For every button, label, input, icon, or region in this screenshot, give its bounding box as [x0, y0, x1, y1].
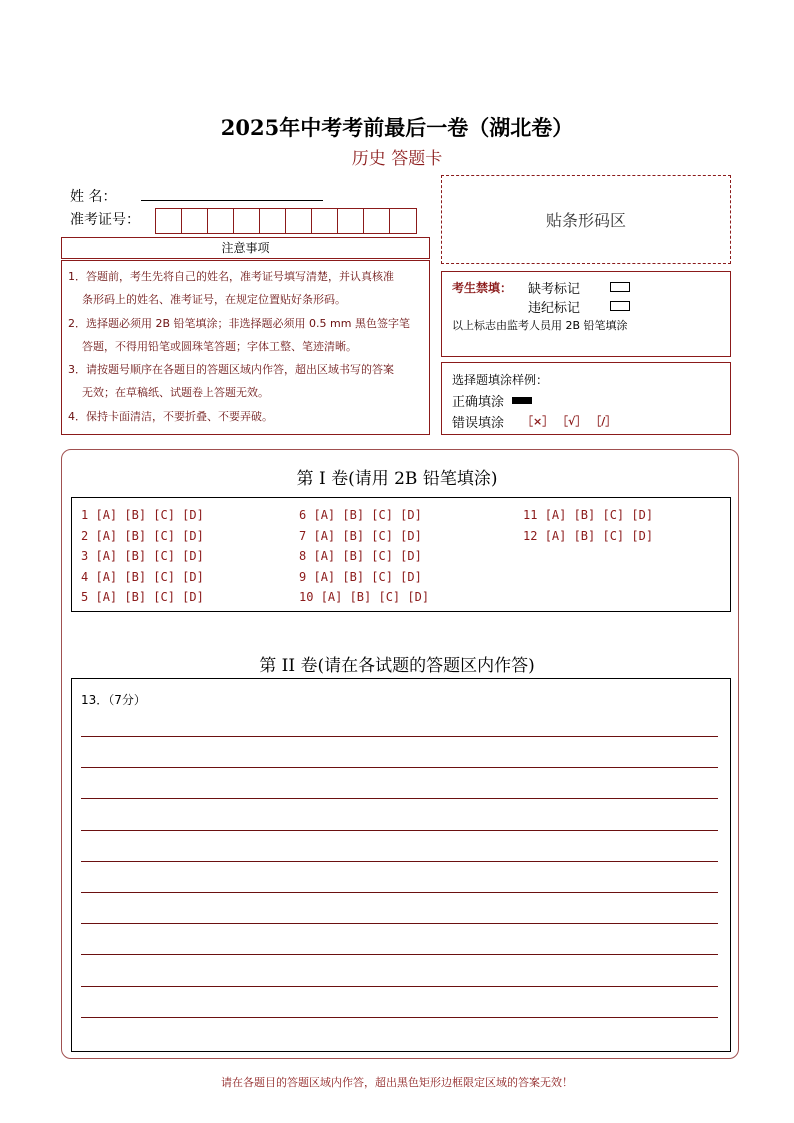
choice-question-grid [71, 497, 731, 612]
id-digit-box[interactable] [312, 209, 338, 233]
question-number: 12 [523, 528, 538, 543]
choice-question-5[interactable] [81, 590, 204, 604]
id-number-boxes[interactable] [155, 208, 417, 234]
notice-item: 无效；在草稿纸、试题卷上答题无效。 [82, 386, 269, 400]
question-number: 7 [299, 528, 307, 543]
question-number: 10 [299, 590, 314, 604]
notice-box [61, 260, 430, 435]
answer-line[interactable] [81, 1017, 718, 1018]
answer-options[interactable]: [A] [B] [C] [D] [320, 590, 430, 604]
id-digit-box[interactable] [338, 209, 364, 233]
answer-line[interactable] [81, 830, 718, 831]
id-digit-box[interactable] [156, 209, 182, 233]
answer-line[interactable] [81, 861, 718, 862]
question-number: 2 [81, 528, 89, 543]
section1-title: 第 I 卷(请用 2B 铅笔填涂) [296, 469, 498, 489]
question-13-label: 13．（7分） [81, 693, 146, 707]
correct-fill-label: 正确填涂 [452, 395, 505, 410]
question-number: 9 [299, 569, 307, 584]
choice-question-12[interactable] [523, 529, 653, 543]
choice-question-9[interactable] [299, 570, 422, 584]
id-digit-box[interactable] [390, 209, 416, 233]
proctor-marks-box [441, 271, 731, 357]
question-number: 6 [299, 508, 307, 522]
violation-label: 违纪标记 [528, 301, 581, 316]
fill-sample-box [441, 362, 731, 435]
question-number: 4 [81, 569, 89, 584]
answer-line[interactable] [81, 986, 718, 987]
notice-item: 2．选择题必须用 2B 铅笔填涂；非选择题必须用 0.5 mm 黑色签字笔 [68, 316, 410, 330]
answer-options[interactable]: [A] [B] [C] [D] [95, 549, 204, 563]
sample-heading: 选择题填涂样例： [452, 373, 549, 387]
answer-line[interactable] [81, 892, 718, 893]
question-number: 11 [523, 508, 538, 522]
notice-item: 答题，不得用铅笔或圆珠笔答题；字体工整、笔迹清晰。 [82, 339, 357, 353]
page-title: 2025年中考考前最后一卷（湖北卷） [220, 115, 574, 140]
answer-options[interactable]: [A] [B] [C] [D] [313, 528, 422, 543]
barcode-area [441, 175, 731, 264]
answer-line[interactable] [81, 736, 718, 737]
footer-warning: 请在各题目的答题区域内作答，超出黑色矩形边框限定区域的答案无效！ [221, 1076, 573, 1089]
answer-line[interactable] [81, 798, 718, 799]
choice-question-4[interactable] [81, 570, 204, 584]
answer-line[interactable] [81, 767, 718, 768]
id-digit-box[interactable] [364, 209, 390, 233]
absent-checkbox[interactable] [610, 282, 630, 292]
marks-note: 以上标志由监考人员用 2B 铅笔填涂 [452, 319, 628, 332]
choice-question-11[interactable] [523, 508, 653, 522]
notice-item: 3．请按题号顺序在各题目的答题区域内作答，超出区域书写的答案 [68, 363, 394, 377]
notice-item: 4．保持卡面清洁，不要折叠、不要弄破。 [68, 409, 273, 423]
wrong-fill-label: 错误填涂 [452, 416, 505, 431]
name-label: 姓 名： [70, 189, 117, 205]
answer-box-q13[interactable] [71, 678, 731, 1052]
choice-question-2[interactable] [81, 529, 204, 543]
choice-question-8[interactable] [299, 549, 422, 563]
answer-options[interactable]: [A] [B] [C] [D] [313, 569, 422, 584]
answer-options[interactable]: [A] [B] [C] [D] [95, 528, 204, 543]
id-digit-box[interactable] [260, 209, 286, 233]
choice-question-1[interactable] [81, 508, 204, 522]
choice-question-6[interactable] [299, 508, 422, 522]
choice-question-10[interactable] [299, 590, 429, 604]
question-number: 5 [81, 590, 89, 604]
marks-heading: 考生禁填： [452, 281, 513, 295]
question-number: 8 [299, 549, 307, 563]
section2-title: 第 II 卷(请在各试题的答题区内作答) [259, 656, 535, 676]
id-label: 准考证号： [70, 212, 140, 228]
answer-options[interactable]: [A] [B] [C] [D] [95, 508, 204, 522]
id-digit-box[interactable] [286, 209, 312, 233]
answer-options[interactable]: [A] [B] [C] [D] [544, 508, 654, 522]
id-digit-box[interactable] [234, 209, 260, 233]
choice-question-7[interactable] [299, 529, 422, 543]
wrong-fill-examples: ［×］ ［√］ ［/］ [522, 415, 617, 428]
answer-options[interactable]: [A] [B] [C] [D] [313, 508, 422, 522]
question-number: 3 [81, 549, 89, 563]
question-number: 1 [81, 508, 89, 522]
id-digit-box[interactable] [208, 209, 234, 233]
barcode-label: 贴条形码区 [545, 211, 626, 230]
notice-item: 条形码上的姓名、准考证号，在规定位置贴好条形码。 [82, 293, 346, 307]
id-digit-box[interactable] [182, 209, 208, 233]
answer-line[interactable] [81, 954, 718, 955]
answer-line[interactable] [81, 923, 718, 924]
correct-fill-swatch [512, 397, 532, 404]
notice-item: 1．答题前，考生先将自己的姓名，准考证号填写清楚，并认真核准 [68, 270, 394, 283]
choice-question-3[interactable] [81, 549, 204, 563]
page-subtitle: 历史 答题卡 [351, 149, 443, 169]
absent-label: 缺考标记 [528, 282, 581, 297]
answer-options[interactable]: [A] [B] [C] [D] [544, 528, 654, 543]
answer-options[interactable]: [A] [B] [C] [D] [313, 549, 422, 563]
answer-options[interactable]: [A] [B] [C] [D] [95, 590, 204, 604]
name-input-line[interactable] [141, 200, 323, 201]
notice-heading: 注意事项 [61, 237, 430, 259]
violation-checkbox[interactable] [610, 301, 630, 311]
answer-options[interactable]: [A] [B] [C] [D] [95, 569, 204, 584]
